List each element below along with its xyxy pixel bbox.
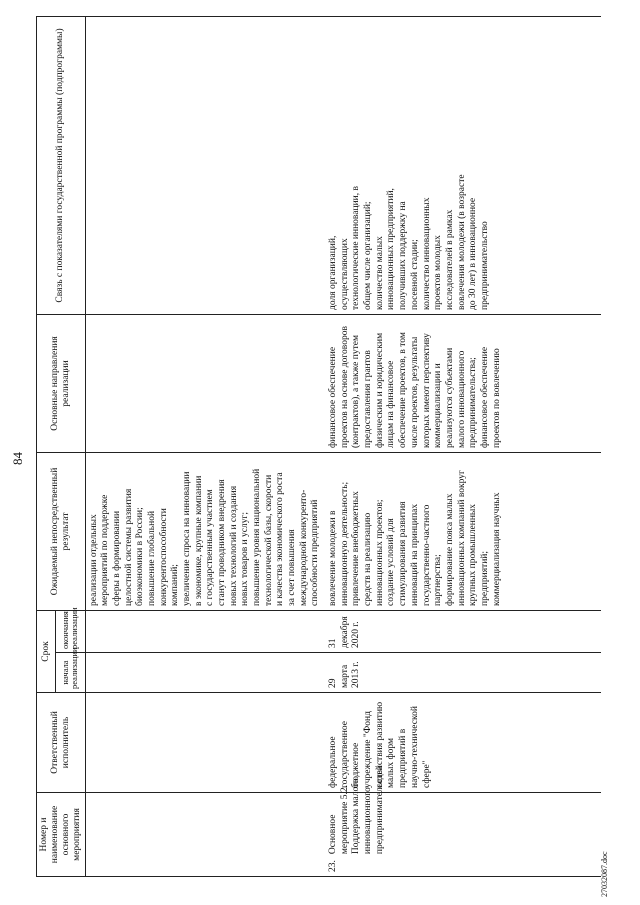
- header-link: Связь с показателями государственной программы (подпрограммы): [37, 16, 86, 314]
- cell-link: доля организаций, осуществляющих технологические инновации, в общем числе организаций; количество малых инновационных предприятий, получивших поддержку на посевной стадии; количество инновационных проектов молодых исследователей в рамках вовлечения молодежи (в возрасте до 30 лет) в инновационное предпринимательство: [325, 16, 601, 314]
- cell-result-continued: реализации отдельных мероприятий по поддержке сферы в формировании целостной системы развития биоэкономики в России; повышение глобальной конкурентоспособности компаний; увеличение спроса на инновации в экономике, крупные компании с государственным участием станут проводником внедрения новых технологий и создания новых товаров и услуг; повышение уровня национальной технологической базы, скорости и качества экономического роста за счет повышения международной конкуренто- способности предприятий: [85, 452, 325, 610]
- cell-empty: [85, 16, 325, 314]
- cell-directions: финансовое обеспечение проектов на основе договоров (контрактов), а также путем предоставления грантов физическим и юридическим лицам на финансовое обеспечение проектов, в том числе проектов, результаты которых имеют перспективу коммерциализации и реализуются субъектами малого инновационного предпринимательства; финансовое обеспечение проектов по вовлечению: [325, 314, 601, 452]
- row-number: 23.: [328, 860, 339, 872]
- doc-id: 27032087.doc: [600, 851, 609, 897]
- header-row: [37, 16, 56, 876]
- cell-result: вовлечение молодежи в инновационную деятельность; привлечение внебюджетных средств на реализацию инновационных проектов; создание условий для стимулирования развития инноваций на принципах государственно-частного партнерства; формирование пояса малых инновационных компаний вокруг крупных промышленных предприятий; коммерциализация научных: [325, 452, 601, 610]
- cell-end: 31 декабря 2020 г.: [325, 610, 601, 652]
- cell-empty: [85, 610, 325, 652]
- cell-empty: [85, 693, 325, 793]
- cell-empty: [85, 314, 325, 452]
- header-measure: Номер и наименование основного мероприятия: [37, 793, 86, 877]
- measure-name: Основное мероприятие 5.2. Поддержка малого инновационного предпринимательства: [328, 765, 385, 855]
- cell-measure: [325, 765, 601, 877]
- table-row: [325, 16, 601, 876]
- header-term-start: начала реализации: [56, 653, 86, 693]
- table-row-continued: [85, 16, 325, 876]
- header-responsible: Ответственный исполнитель: [37, 693, 86, 793]
- cell-empty: [85, 653, 325, 693]
- page-number: 84: [10, 452, 25, 465]
- header-term-end: окончания реализации: [56, 610, 86, 652]
- measures-table: [36, 16, 601, 877]
- cell-responsible: федеральное государственное бюджетное учреждение "Фонд содействия развитию малых форм предприятий в научно-технической сфере": [325, 693, 601, 793]
- header-result: Ожидаемый непосредственный результат: [37, 452, 86, 610]
- header-term: Срок: [37, 610, 56, 692]
- header-directions: Основные направления реализации: [37, 314, 86, 452]
- cell-empty: [85, 793, 325, 877]
- cell-start: 29 марта 2013 г.: [325, 653, 601, 693]
